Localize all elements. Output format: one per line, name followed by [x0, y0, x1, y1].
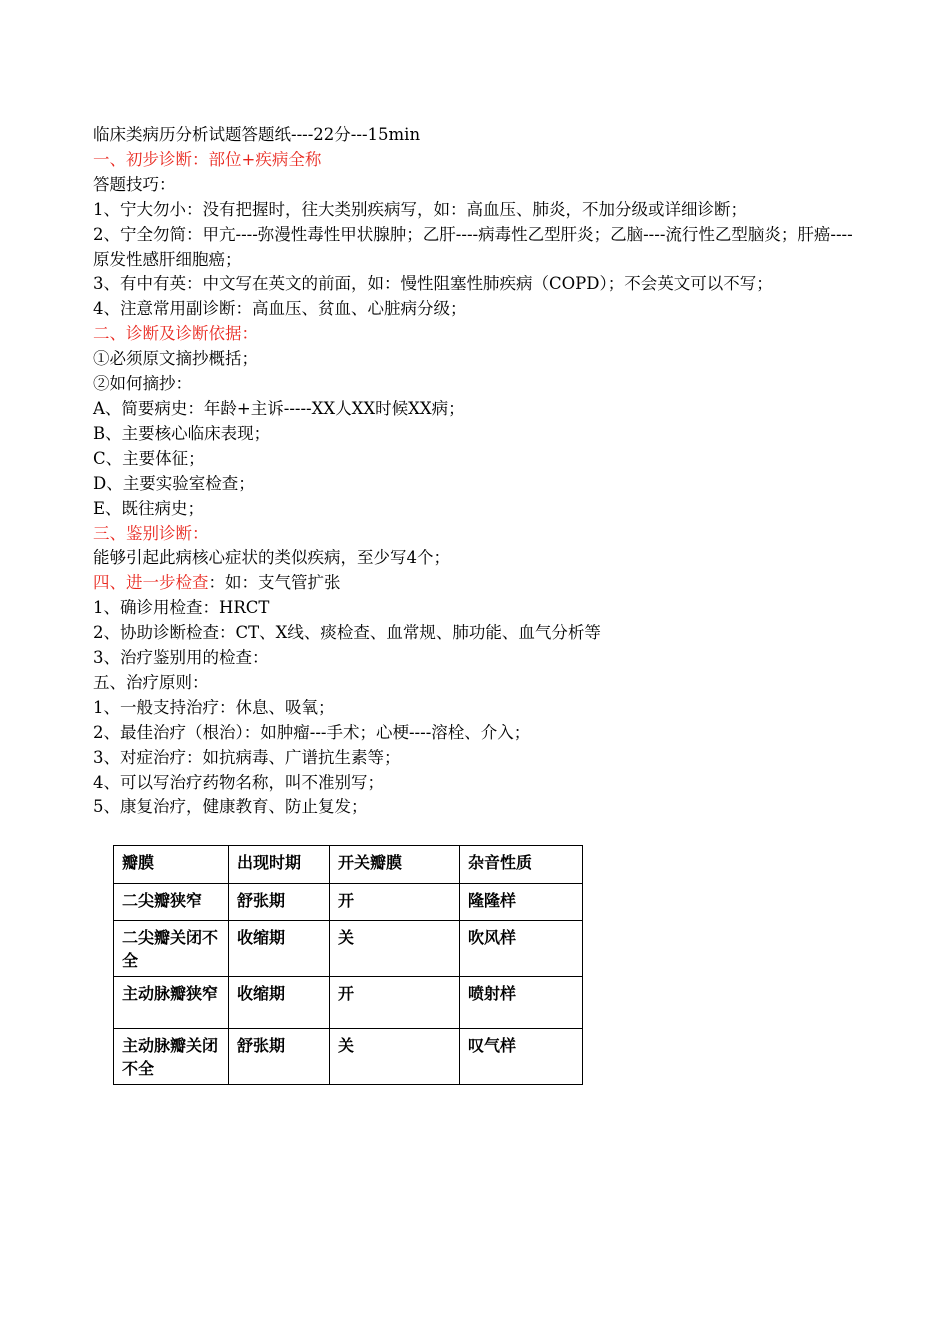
table-cell: 叹气样 [460, 1029, 583, 1085]
section-2-item: C、主要体征； [93, 448, 205, 468]
section-4-item: 3、治疗鉴别用的检查： [93, 648, 269, 668]
table-cell: 开 [330, 977, 460, 1029]
table-cell: 主动脉瓣关闭不全 [114, 1029, 229, 1085]
section-5-item: 4、可以写治疗药物名称，叫不准别写； [93, 772, 384, 792]
section-1-item: 4、注意常用副诊断：高血压、贫血、心脏病分级； [93, 299, 467, 319]
document-title: 临床类病历分析试题答题纸----22分---15min [93, 125, 421, 144]
section-5-item: 1、一般支持治疗：休息、吸氧； [93, 697, 335, 717]
table-cell: 二尖瓣狭窄 [114, 884, 229, 921]
section-3-item: 能够引起此病核心症状的类似疾病，至少写4个； [93, 548, 450, 568]
section-2-item: B、主要核心临床表现； [93, 423, 271, 443]
section-1-heading: 一、初步诊断：部位+疾病全称 [93, 149, 322, 169]
table-cell: 开 [330, 884, 460, 921]
section-1-item: 2、宁全勿简：甲亢----弥漫性毒性甲状腺肿；乙肝----病毒性乙型肝炎；乙脑----流行性乙型脑炎；肝癌----原发性感肝细胞癌； [93, 224, 853, 269]
section-1-item: 1、宁大勿小：没有把握时，往大类别疾病写，如：高血压、肺炎，不加分级或详细诊断； [93, 199, 747, 219]
section-2-item: E、既往病史； [93, 498, 205, 518]
table-row [114, 884, 583, 921]
table-header-cell: 杂音性质 [460, 846, 583, 884]
section-5-item: 2、最佳治疗（根治）：如肿瘤---手术；心梗----溶栓、介入； [93, 722, 531, 742]
table-cell: 关 [330, 1029, 460, 1085]
table-cell: 舒张期 [229, 884, 330, 921]
section-1-item: 3、有中有英：中文写在英文的前面，如：慢性阻塞性肺疾病（COPD）；不会英文可以不写； [93, 274, 773, 294]
section-2-item: ②如何摘抄： [93, 374, 192, 394]
section-4-heading-red: 四、进一步检查 [93, 573, 209, 593]
table-cell: 隆隆样 [460, 884, 583, 921]
table-header-cell: 开关瓣膜 [330, 846, 460, 884]
valve-table [113, 845, 583, 1085]
table-cell: 舒张期 [229, 1029, 330, 1085]
section-2-item: D、主要实验室检查； [93, 473, 255, 493]
section-5-item: 3、对症治疗：如抗病毒、广谱抗生素等； [93, 747, 401, 767]
table-header-row [114, 846, 583, 884]
section-5-heading: 五、治疗原则： [93, 672, 209, 692]
section-4-heading-rest: ：如：支气管扩张 [208, 573, 341, 593]
section-1-intro: 答题技巧： [93, 174, 176, 194]
table-cell: 喷射样 [460, 977, 583, 1029]
table-row [114, 921, 583, 977]
table-cell: 主动脉瓣狭窄 [114, 977, 229, 1029]
table-cell: 吹风样 [460, 921, 583, 977]
document-body [93, 123, 873, 820]
table-cell: 二尖瓣关闭不全 [114, 921, 229, 977]
table-cell: 收缩期 [229, 977, 330, 1029]
table-row [114, 977, 583, 1029]
table-cell: 收缩期 [229, 921, 330, 977]
section-5-item: 5、康复治疗，健康教育、防止复发； [93, 797, 368, 817]
section-4-item: 2、协助诊断检查：CT、X线、痰检查、血常规、肺功能、血气分析等 [93, 623, 601, 643]
section-3-heading: 三、鉴别诊断： [93, 523, 209, 543]
section-2-heading: 二、诊断及诊断依据： [93, 324, 258, 344]
table-row [114, 1029, 583, 1085]
table-header-cell: 出现时期 [229, 846, 330, 884]
section-2-item: ①必须原文摘抄概括； [93, 349, 258, 369]
section-4-item: 1、确诊用检查：HRCT [93, 598, 270, 618]
section-4-heading [93, 571, 873, 596]
table-cell: 关 [330, 921, 460, 977]
section-2-item: A、简要病史：年龄+主诉-----XX人XX时候XX病； [93, 398, 465, 418]
table-header-cell: 瓣膜 [114, 846, 229, 884]
